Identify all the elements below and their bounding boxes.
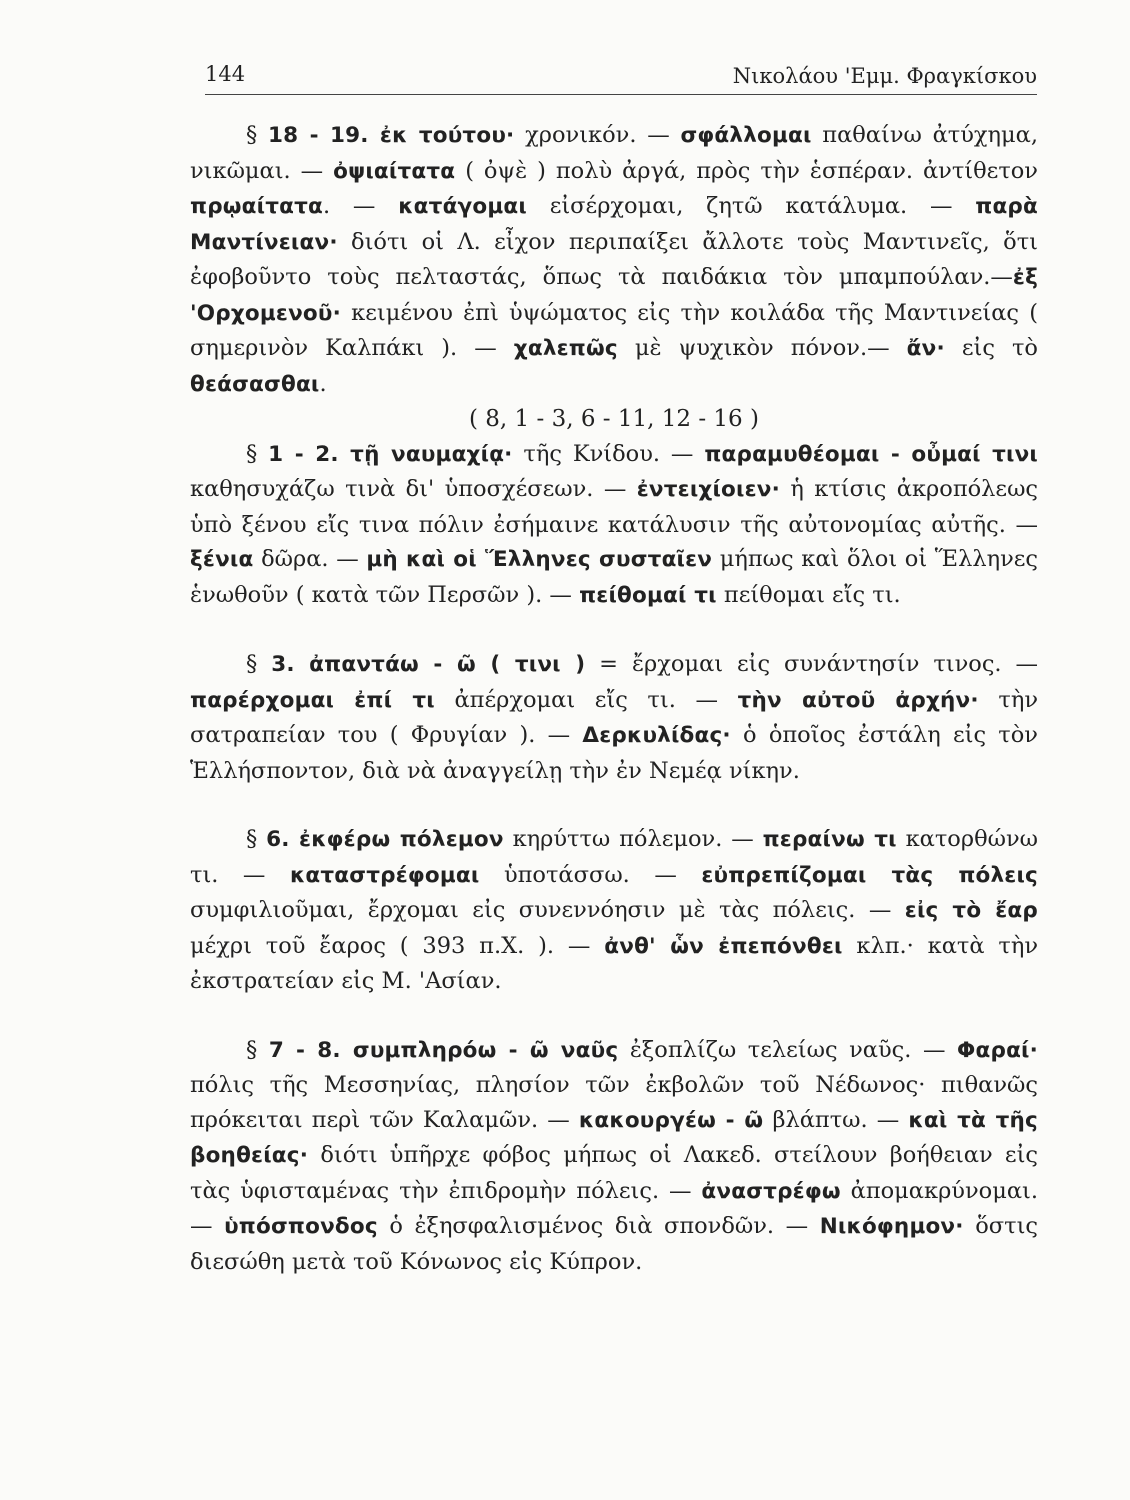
lemma: καὶ τὰ τῆς βοηθείας· — [190, 1107, 1038, 1168]
lemma: καταστρέφομαι — [289, 862, 480, 888]
gloss-text: § — [246, 651, 272, 677]
gloss-text: . — [319, 370, 327, 397]
lemma: παραμυθέομαι - οὖμαί τινι — [704, 441, 1039, 467]
gloss-text: = ἔρχομαι εἰς συνάντησίν τινος. — — [585, 651, 1038, 677]
gloss-text: . — — [323, 193, 399, 219]
gloss-text: μὲ ψυχικὸν πόνον.— — [617, 335, 907, 361]
lemma: μὴ καὶ οἱ Ἕλληνες συσταῖεν — [366, 547, 713, 572]
gloss-text: εἰσέρχομαι, ζητῶ κατάλυμα. — — [526, 193, 976, 219]
lemma: 3. ἀπαντάω - ῶ ( τινι ) — [271, 652, 586, 677]
lemma: 1 - 2. τῇ ναυμαχίᾳ· — [268, 441, 513, 467]
gloss-text: ἐξοπλίζω τελείως ναῦς. — — [618, 1036, 958, 1063]
lemma: 18 - 19. ἐκ τούτου· — [267, 123, 515, 148]
lemma: παρὰ Μαντίνειαν· — [190, 194, 1038, 255]
gloss-text: κηρύττω πόλεμον. — — [503, 826, 763, 852]
section-reference: ( 8, 1 - 3, 6 - 11, 12 - 16 ) — [469, 406, 759, 432]
gloss-text: § — [246, 440, 269, 467]
lemma: κατάγομαι — [398, 194, 527, 219]
lemma: εἰς τὸ ἔαρ — [904, 898, 1038, 923]
gloss-text: κειμένου ἐπὶ ὑψώματος εἰς τὴν κοιλάδα τῆς Μαντινείας ( σημερινὸν Καλπάκι ). — — [190, 299, 1038, 361]
commentary-body — [190, 118, 1038, 1279]
gloss-text: μήπως καὶ ὅλοι οἱ Ἕλληνες ἑνωθοῦν ( κατὰ τῶν Περσῶν ). — — [190, 546, 1039, 608]
commentary-paragraph — [190, 822, 1038, 999]
lemma: εὐπρεπίζομαι τὰς πόλεις — [701, 862, 1038, 888]
lemma: σφάλλομαι — [680, 123, 812, 148]
commentary-paragraph — [190, 1033, 1038, 1280]
lemma: παρέρχομαι ἐπί τι — [190, 687, 435, 713]
gloss-text: ἀπομακρύνομαι. — — [190, 1177, 1038, 1239]
gloss-text: κατορθώνω τι. — — [190, 826, 1038, 888]
gloss-text: ὁ ὁποῖος ἐστάλη εἰς τὸν Ἑλλήσποντον, διὰ νὰ ἀναγγείλῃ τὴν ἐν Νεμέᾳ νίκην. — [190, 722, 1038, 784]
gloss-text: ἡ κτίσις ἀκροπόλεως ὑπὸ ξένου εἴς τινα πόλιν ἐσήμαινε κατάλυσιν τῆς αὐτονομίας αὐτῆς. — — [190, 476, 1039, 538]
lemma: ὑπόσπονδος — [224, 1214, 378, 1239]
gloss-text: καθησυχάζω τινὰ δι' ὑποσχέσεων. — — [190, 476, 637, 502]
gloss-text: τῆς Κνίδου. — — [512, 440, 705, 467]
lemma: ἄν· — [906, 336, 945, 361]
commentary-paragraph — [190, 647, 1038, 788]
lemma: 6. ἐκφέρω πόλεμον — [266, 827, 504, 852]
page-header — [205, 56, 1037, 95]
gloss-text: χρονικόν. — — [514, 122, 681, 148]
lemma: ἐντειχίοιεν· — [636, 477, 780, 502]
gloss-text: διότι ὑπῆρχε φόβος μήπως οἱ Λακεδ. στείλουν βοήθειαν εἰς τὰς ὑφισταμένας τὴν ἐπιδρομὴν πόλεις. — — [190, 1142, 1038, 1204]
lemma: χαλεπῶς — [513, 336, 618, 361]
commentary-paragraph — [190, 118, 1038, 402]
gloss-text: παθαίνω ἀτύχημα, νικῶμαι. — — [190, 122, 1038, 184]
lemma: Δερκυλίδας· — [582, 723, 731, 748]
gloss-text: κλπ.· κατὰ τὴν ἐκστρατείαν εἰς Μ. 'Ασίαν. — [190, 932, 1039, 994]
lemma: Νικόφημον· — [819, 1214, 964, 1239]
lemma: Φαραί· — [957, 1037, 1039, 1063]
gloss-text: ( ὀψὲ ) πολὺ ἀργά, πρὸς τὴν ἑσπέραν. ἀντίθετον — [455, 157, 1038, 184]
lemma: ἐξ 'Ορχομενοῦ· — [190, 265, 1038, 326]
gloss-text: ἀπέρχομαι εἴς τι. — — [434, 686, 738, 713]
page-number: 144 — [205, 62, 246, 86]
commentary-paragraph — [190, 437, 1038, 614]
gloss-text: πείθομαι εἴς τι. — [716, 581, 901, 608]
lemma: θεάσασθαι — [190, 371, 320, 397]
gloss-text: δῶρα. — — [253, 546, 367, 572]
lemma: κακουργέω - ῶ — [578, 1107, 764, 1133]
lemma: ἀναστρέφω — [701, 1178, 841, 1204]
gloss-text: μέχρι τοῦ ἔαρος ( 393 π.Χ. ). — — [190, 932, 605, 959]
gloss-text: ὁ ἐξησφαλισμένος διὰ σπονδῶν. — — [377, 1213, 820, 1239]
gloss-text: βλάπτω. — — [763, 1106, 909, 1133]
lemma: πρῳαίτατα — [190, 194, 324, 219]
gloss-text: εἰς τὸ — [944, 335, 1038, 361]
lemma: περαίνω τι — [762, 827, 897, 852]
gloss-text: § — [246, 122, 268, 148]
lemma: ὀψιαίτατα — [333, 158, 456, 184]
gloss-text: ὑποτάσσω. — — [479, 861, 702, 888]
lemma: ξένια — [190, 547, 254, 572]
gloss-text: § — [246, 826, 267, 852]
gloss-text: διότι οἱ Λ. εἶχον περιπαίξει ἄλλοτε τοὺς Μαντινεῖς, ὅτι ἐφοβοῦντο τοὺς πελταστάς, ὅπως τὰ παιδάκια τὸν μπαμπούλαν.— — [190, 228, 1038, 290]
gloss-text: ὅστις διεσώθη μετὰ τοῦ Κόνωνος εἰς Κύπρον. — [190, 1213, 1038, 1275]
running-title: Νικολάου 'Εμμ. Φραγκίσκου — [732, 64, 1037, 88]
lemma: 7 - 8. συμπληρόω - ῶ ναῦς — [268, 1037, 619, 1063]
gloss-text: πόλις τῆς Μεσσηνίας, πλησίον τῶν ἐκβολῶν τοῦ Νέδωνος· πιθανῶς πρόκειται περὶ τῶν Καλαμῶν. — — [190, 1072, 1038, 1133]
lemma: ἀνθ' ὧν ἐπεπόνθει — [604, 933, 843, 959]
lemma: τὴν αὐτοῦ ἀρχήν· — [737, 687, 979, 713]
gloss-text: συμφιλιοῦμαι, ἔρχομαι εἰς συνεννόησιν μὲ τὰς πόλεις. — — [190, 897, 905, 923]
gloss-text: τὴν σατραπείαν του ( Φρυγίαν ). — — [190, 686, 1038, 748]
lemma: πείθομαί τι — [579, 582, 717, 608]
gloss-text: § — [246, 1036, 269, 1063]
